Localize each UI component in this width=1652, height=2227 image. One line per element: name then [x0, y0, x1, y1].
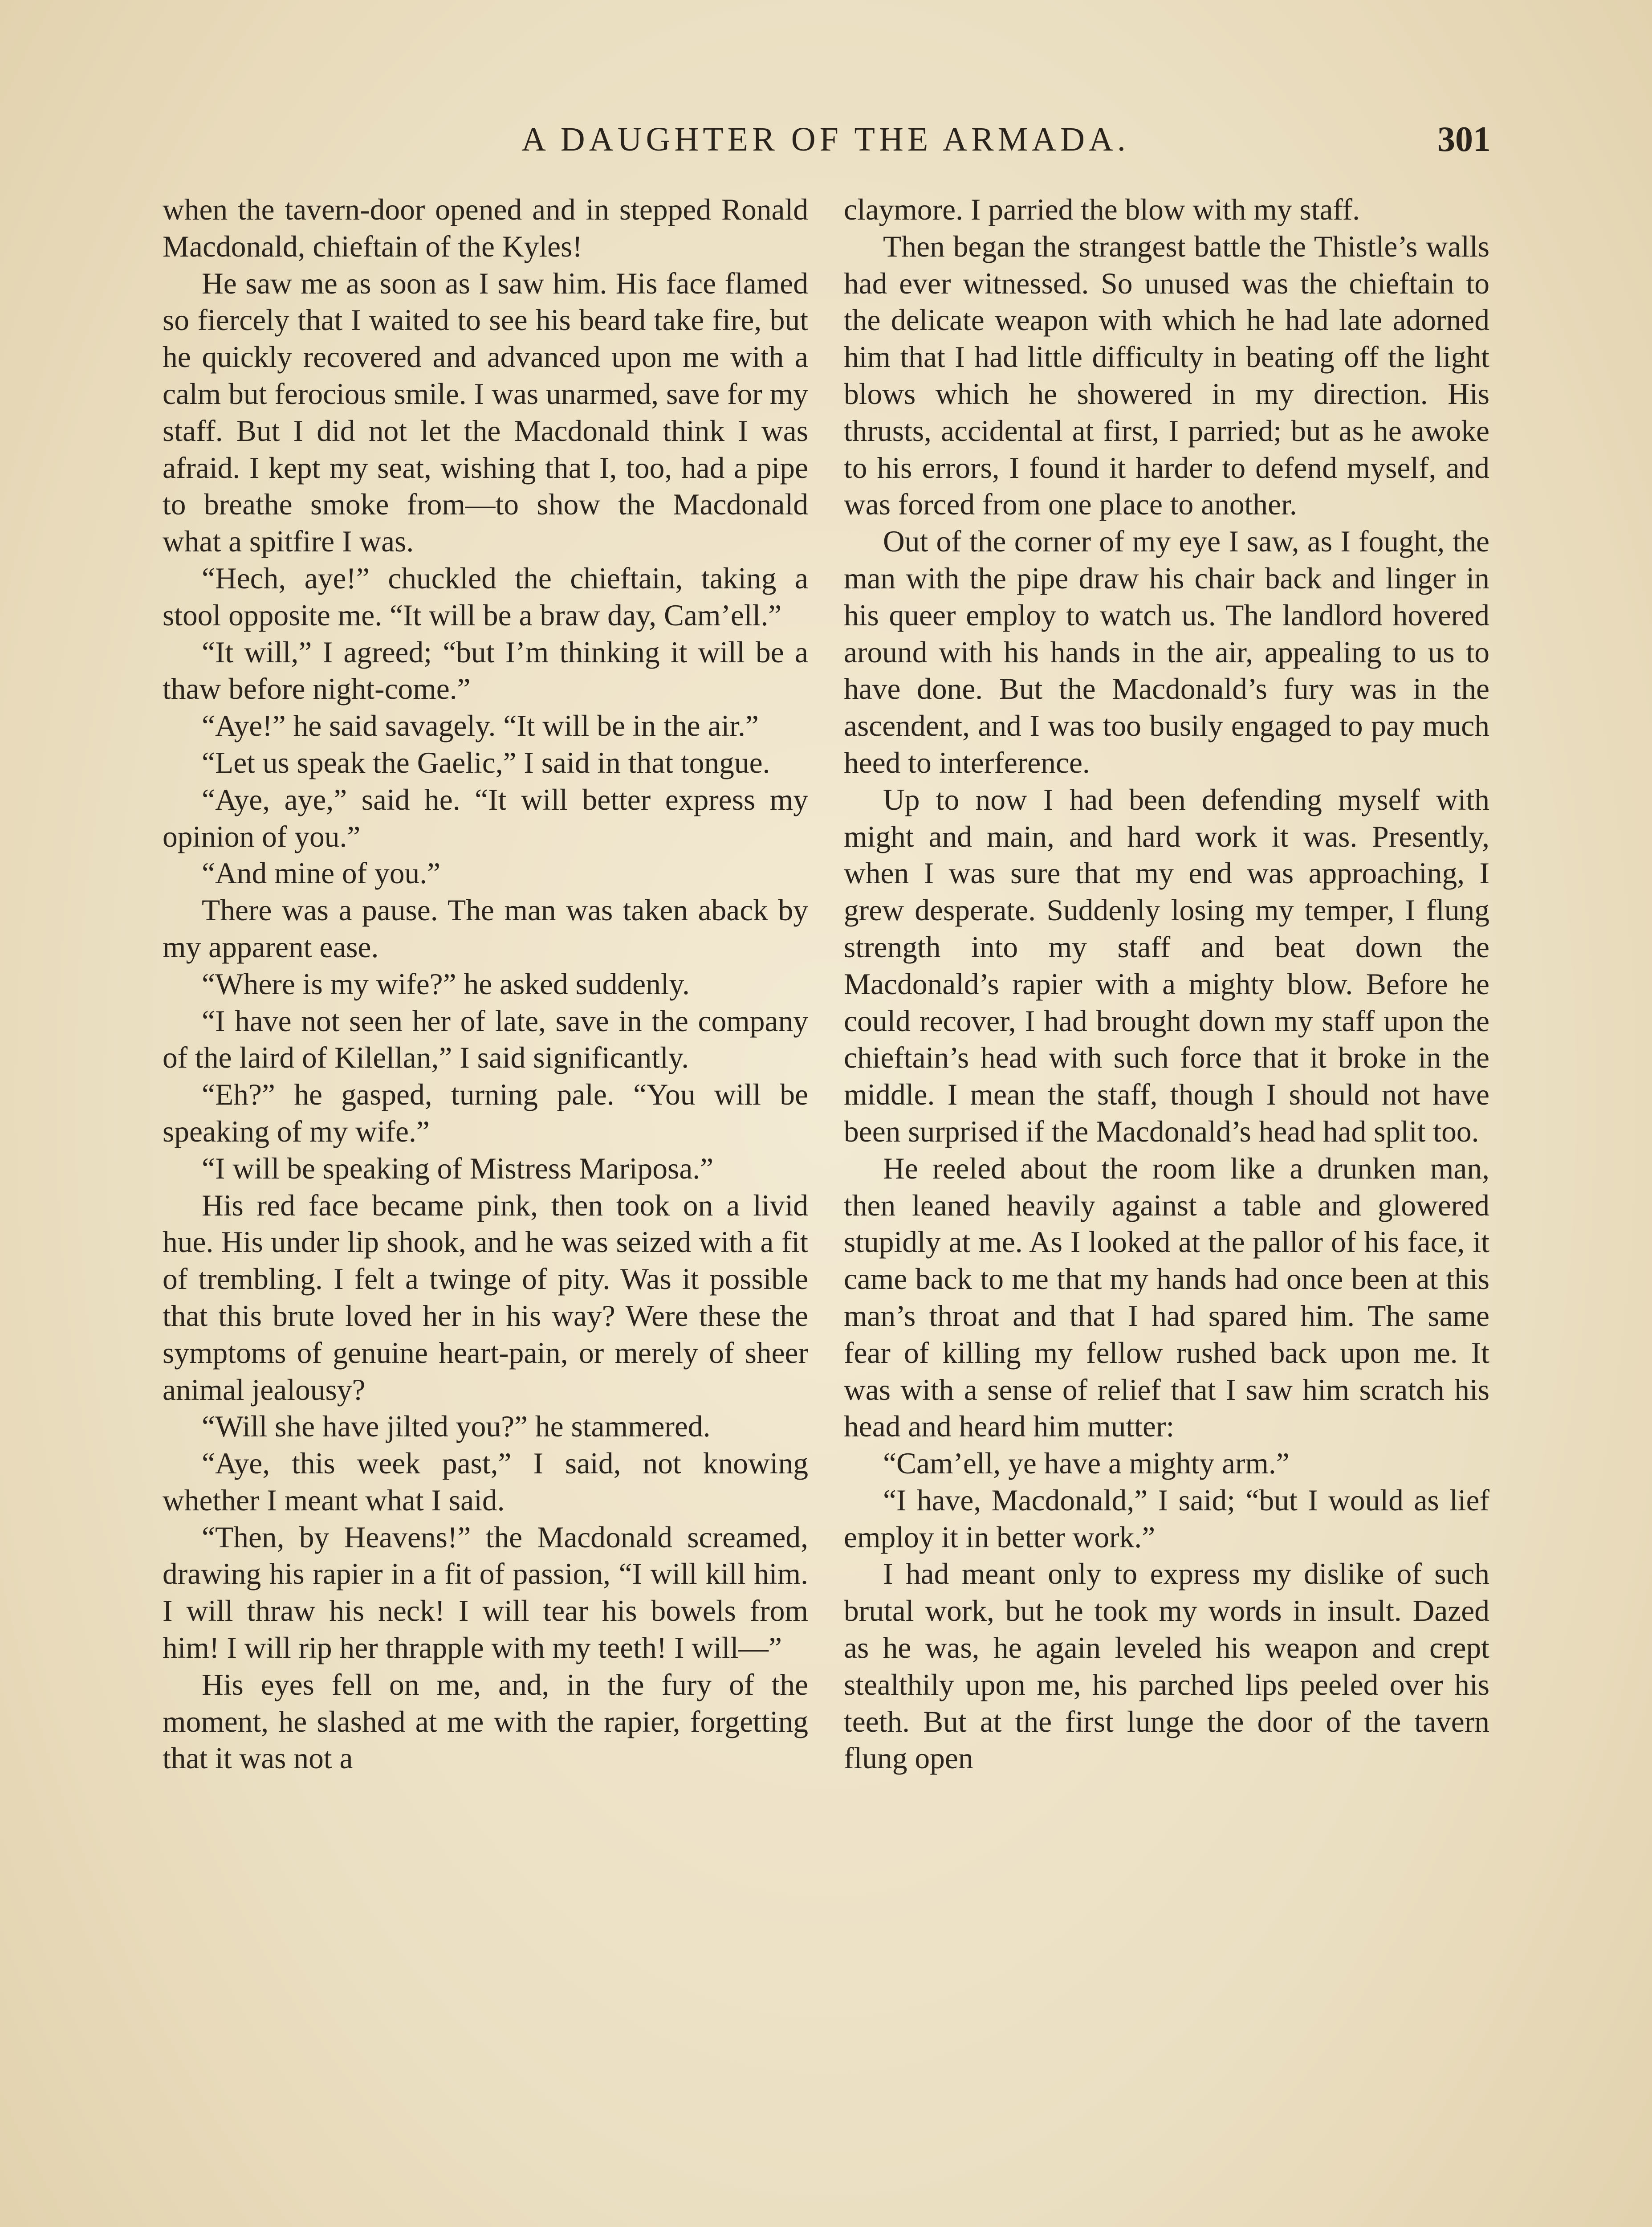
paragraph: “Then, by Heavens!” the Macdonald screamed, drawing his rapier in a fit of passion, “I will kill him. I will thraw his neck! I will tear his bowels from him! I will rip her thrapple with my teeth! I will—”	[163, 1520, 808, 1665]
page-number: 301	[1437, 120, 1491, 159]
paragraph: He reeled about the room like a drunken man, then leaned heavily against a table and glowered stupidly at me. As I looked at the pallor of his face, it came back to me that my hands had once been at this man’s throat and that I had spared him. The same fear of killing my fellow rushed back upon me. It was with a sense of relief that I saw him scratch his head and heard him mutter:	[844, 1151, 1489, 1444]
paragraph: He saw me as soon as I saw him. His face flamed so fiercely that I waited to see his beard take fire, but he quickly recovered and advanced upon me with a calm but ferocious smile. I was unarmed, save for my staff. But I did not let the Macdonald think I was afraid. I kept my seat, wishing that I, too, had a pipe to breathe smoke from—to show the Macdonald what a spitfire I was.	[163, 266, 808, 559]
paragraph: “Cam’ell, ye have a mighty arm.”	[883, 1447, 1290, 1481]
paragraph: “I will be speaking of Mistress Mariposa.”	[202, 1151, 714, 1185]
left-text-column	[163, 192, 808, 2227]
paragraph: His eyes fell on me, and, in the fury of the moment, he slashed at me with the rapier, forgetting that it was not a	[163, 1668, 808, 1775]
paragraph: “I have, Macdonald,” I said; “but I would as lief employ it in better work.”	[844, 1483, 1489, 1554]
paragraph: “Aye, aye,” said he. “It will better express my opinion of you.”	[163, 783, 808, 853]
paragraph: “Where is my wife?” he asked suddenly.	[202, 967, 690, 1001]
paragraph: Then began the strangest battle the Thistle’s walls had ever witnessed. So unused was the chieftain to the delicate weapon with which he had late adorned him that I had little difficulty in beating off the light blows which he showered in my direction. His thrusts, accidental at first, I parried; but as he awoke to his errors, I found it harder to defend myself, and was forced from one place to another.	[844, 229, 1489, 522]
paragraph: “Aye!” he said savagely. “It will be in the air.”	[202, 709, 759, 743]
paragraph: “Eh?” he gasped, turning pale. “You will be speaking of my wife.”	[163, 1078, 808, 1148]
paragraph: “I have not seen her of late, save in the company of the laird of Kilellan,” I said significantly.	[163, 1004, 808, 1075]
paragraph: when the tavern-door opened and in stepped Ronald Macdonald, chieftain of the Kyles!	[163, 193, 808, 263]
paragraph: “Hech, aye!” chuckled the chieftain, taking a stool opposite me. “It will be a braw day, Cam’ell.”	[163, 561, 808, 632]
right-text-column	[844, 192, 1489, 2227]
paragraph: claymore. I parried the blow with my staff.	[844, 193, 1360, 226]
paragraph: “Aye, this week past,” I said, not knowing whether I meant what I said.	[163, 1447, 808, 1517]
paragraph: “It will,” I agreed; “but I’m thinking it will be a thaw before night-come.”	[163, 635, 808, 706]
paragraph: “Let us speak the Gaelic,” I said in that tongue.	[202, 746, 770, 779]
paragraph: Up to now I had been defending myself with might and main, and hard work it was. Presently, when I was sure that my end was approaching, I grew desperate. Suddenly losing my temper, I flung strength into my staff and beat down the Macdonald’s rapier with a mighty blow. Before he could recover, I had brought down my staff upon the chieftain’s head with such force that it broke in the middle. I mean the staff, though I should not have been surprised if the Macdonald’s head had split too.	[844, 783, 1489, 1148]
paragraph: I had meant only to express my dislike of such brutal work, but he took my words in insult. Dazed as he was, he again leveled his weapon and crept stealthily upon me, his parched lips peeled over his teeth. But at the first lunge the door of the tavern flung open	[844, 1557, 1489, 1775]
paragraph: His red face became pink, then took on a livid hue. His under lip shook, and he was seized with a fit of trembling. I felt a twinge of pity. Was it possible that this brute loved her in his way? Were these the symptoms of genuine heart-pain, or merely of sheer animal jealousy?	[163, 1188, 808, 1407]
paragraph: “And mine of you.”	[202, 857, 441, 890]
paragraph: “Will she have jilted you?” he stammered.	[202, 1410, 711, 1444]
chapter-title: A DAUGHTER OF THE ARMADA.	[521, 121, 1130, 158]
running-head	[160, 115, 1491, 164]
paragraph: Out of the corner of my eye I saw, as I fought, the man with the pipe draw his chair back and linger in his queer employ to watch us. The landlord hovered around with his hands in the air, appealing to us to have done. But the Macdonald’s fury was in the ascendent, and I was too busily engaged to pay much heed to interference.	[844, 525, 1489, 779]
paragraph: There was a pause. The man was taken aback by my apparent ease.	[163, 893, 808, 964]
